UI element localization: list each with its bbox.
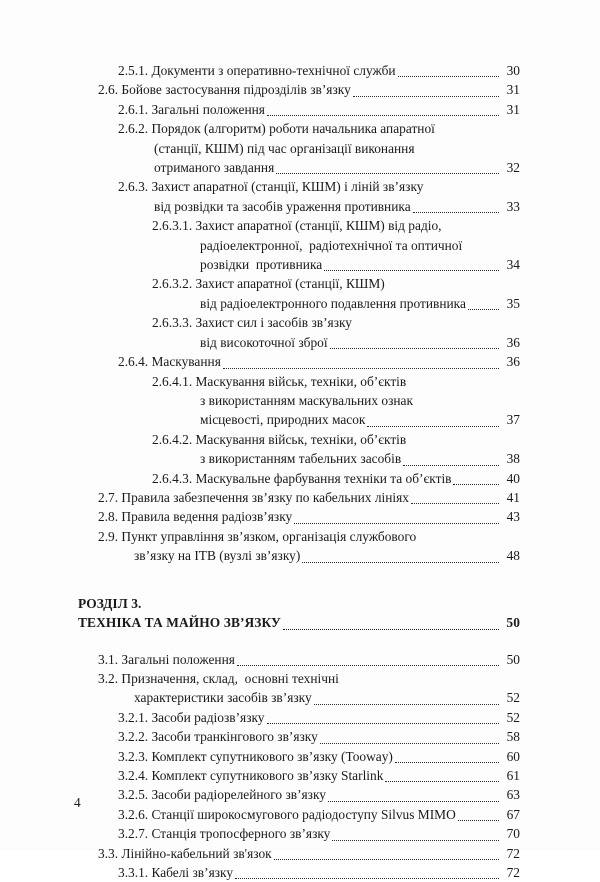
toc-entry[interactable] (118, 61, 520, 80)
toc-entry-continuation[interactable] (154, 158, 520, 177)
dot-leader (353, 95, 499, 97)
toc-entry-title: 2.6.2. Порядок (алгоритм) роботи начальника апаратної (118, 121, 435, 137)
toc-entry[interactable] (98, 527, 520, 546)
dot-leader (235, 877, 499, 879)
toc-entry-page-number: 48 (506, 548, 520, 564)
dot-leader (411, 502, 499, 504)
toc-entry-title: 3.2.4. Комплект супутникового зв’язку Starlink (118, 768, 384, 783)
toc-entry[interactable] (98, 80, 520, 99)
dot-leader (413, 211, 499, 213)
toc-entry-title: 3.2.7. Станція тропосферного зв’язку (118, 826, 331, 842)
toc-entry-title-continued: від високоточної зброї (200, 334, 328, 350)
dot-leader (332, 839, 499, 841)
toc-entry-page-number: 36 (506, 354, 520, 370)
toc-section-chapter3 (78, 650, 520, 882)
toc-entry-page-number: 38 (506, 451, 520, 467)
dot-leader (324, 269, 499, 271)
toc-entry-page-number: 33 (506, 198, 520, 214)
toc-entry-page-number: 58 (506, 729, 520, 745)
dot-leader (395, 761, 499, 763)
toc-entry-title: 2.6.3. Захист апаратної (станції, КШМ) і ліній зв’язку (118, 179, 424, 195)
toc-entry-continuation: радіоелектронної, радіотехнічної та оптичної (200, 237, 463, 253)
toc-entry-title-continued: від радіоелектронного подавлення противника (200, 295, 466, 311)
chapter-page-number: 50 (506, 615, 520, 631)
toc-entry-title-continued: характеристики засобів зв’язку (134, 690, 312, 706)
toc-entry[interactable] (152, 274, 520, 293)
toc-entry-title: 3.2.1. Засоби радіозв’язку (118, 709, 265, 725)
dot-leader (403, 464, 499, 466)
dot-leader (328, 800, 499, 802)
chapter-heading-3 (78, 594, 520, 633)
toc-entry-title: 2.5.1. Документи з оперативно-технічної служби (118, 63, 396, 78)
toc-entry-title-continued: зв’язку на ІТВ (вузлі зв’язку) (134, 548, 301, 564)
toc-entry-page-number: 31 (506, 82, 520, 98)
toc-entry-page-number: 72 (506, 865, 520, 881)
toc-entry[interactable] (98, 507, 520, 526)
toc-entry-page-number: 60 (506, 748, 520, 764)
toc-entry-page-number: 40 (506, 470, 520, 486)
toc-entry-title: 2.6.3.2. Захист апаратної (станції, КШМ) (152, 276, 385, 292)
dot-leader (276, 172, 499, 174)
toc-entry-title: 3.3. Лінійно-кабельний зв'язок (98, 845, 272, 861)
toc-section-chapter2 (78, 61, 520, 566)
toc-entry-page-number: 43 (506, 509, 520, 525)
toc-entry-continuation[interactable] (200, 410, 520, 429)
toc-entry[interactable] (98, 669, 520, 688)
dot-leader (367, 425, 499, 427)
toc-entry-page-number: 34 (506, 257, 520, 273)
dot-leader (237, 664, 499, 666)
dot-leader (458, 819, 499, 821)
dot-leader (468, 308, 499, 310)
toc-entry-title: 2.6. Бойове застосування підрозділів зв’язку (98, 82, 351, 98)
toc-entry-title: 3.2.3. Комплект супутникового зв’язку (Tooway) (118, 748, 393, 764)
toc-entry-page-number: 72 (506, 845, 520, 861)
dot-leader (274, 858, 499, 860)
toc-entry[interactable] (152, 216, 520, 235)
toc-entry-title: 2.6.3.3. Захист сил і засобів зв’язку (152, 315, 352, 331)
toc-entry-continuation[interactable] (134, 688, 520, 707)
toc-entry[interactable] (118, 177, 520, 196)
chapter-title-label: ТЕХНІКА ТА МАЙНО ЗВ’ЯЗКУ (78, 615, 281, 631)
toc-entry-title: 2.9. Пункт управління зв’язком, організація службового (98, 528, 417, 544)
toc-entry-page-number: 67 (506, 806, 520, 822)
toc-entry[interactable] (118, 352, 520, 371)
dot-leader (302, 561, 499, 563)
toc-entry-page-number: 31 (506, 101, 520, 117)
toc-entry[interactable] (118, 863, 520, 882)
toc-entry-title-continued: від розвідки та засобів ураження противника (154, 198, 411, 214)
toc-entry-title: 2.6.4.2. Маскування військ, техніки, об’єктів (152, 431, 407, 447)
toc-entry-continuation[interactable] (200, 294, 520, 313)
chapter-number-label: РОЗДІЛ 3. (78, 595, 142, 611)
toc-entry-title: 2.6.1. Загальні положення (118, 101, 265, 117)
toc-entry-continuation[interactable] (200, 333, 520, 352)
toc-entry[interactable] (118, 100, 520, 119)
toc-entry-title: 3.2.2. Засоби транкінгового зв’язку (118, 729, 318, 745)
dot-leader (283, 628, 499, 630)
toc-entry[interactable] (118, 708, 520, 727)
toc-entry-page-number: 52 (506, 690, 520, 706)
dot-leader (223, 367, 499, 369)
toc-entry-title-continued: отриманого завдання (154, 160, 275, 176)
toc-entry-title: 2.8. Правила ведення радіозв’язку (98, 509, 293, 525)
dot-leader (267, 114, 499, 116)
toc-entry-title: 3.2.6. Станції широкосмугового радіодоступу Silvus MIMO (118, 806, 456, 822)
toc-entry-page-number: 36 (506, 334, 520, 350)
toc-entry-title: 2.6.4.1. Маскування військ, техніки, об’єктів (152, 373, 407, 389)
dot-leader (320, 742, 499, 744)
toc-entry-title-continued: розвідки противника (200, 257, 323, 273)
toc-entry-page-number: 63 (506, 787, 520, 803)
toc-entry-page-number: 61 (506, 768, 520, 783)
toc-entry-page-number: 52 (506, 709, 520, 725)
table-of-contents (78, 61, 520, 882)
toc-entry-title: 3.2. Призначення, склад, основні технічні (98, 670, 339, 686)
dot-leader (398, 75, 499, 77)
toc-entry-page-number: 32 (506, 160, 520, 176)
toc-entry[interactable] (98, 650, 520, 669)
toc-entry[interactable] (152, 313, 520, 332)
toc-entry[interactable] (118, 824, 520, 843)
toc-entry[interactable] (118, 119, 520, 138)
toc-entry[interactable] (118, 727, 520, 746)
toc-entry-title: 3.3.1. Кабелі зв’язку (118, 865, 234, 881)
toc-entry-continuation: з використанням маскувальних ознак (200, 392, 413, 408)
dot-leader (385, 780, 499, 782)
toc-entry[interactable] (98, 844, 520, 863)
toc-entry[interactable] (98, 488, 520, 507)
dot-leader (314, 703, 499, 705)
toc-entry-title: 2.6.4. Маскування (118, 354, 221, 370)
dot-leader (453, 483, 499, 485)
toc-entry-title: 2.6.4.3. Маскувальне фарбування техніки та об’єктів (152, 470, 452, 486)
toc-entry[interactable] (118, 747, 520, 766)
toc-entry-title: 3.1. Загальні положення (98, 651, 235, 667)
dot-leader (267, 722, 500, 724)
toc-entry-page-number: 50 (506, 651, 520, 667)
dot-leader (294, 522, 499, 524)
toc-entry-continuation[interactable] (200, 449, 520, 468)
toc-entry-page-number: 35 (506, 295, 520, 311)
toc-entry-title-continued: з використанням табельних засобів (200, 451, 402, 467)
toc-entry-title: 3.2.5. Засоби радіорелейного зв’язку (118, 787, 326, 803)
toc-entry[interactable] (118, 766, 520, 785)
toc-entry-title: 2.6.3.1. Захист апаратної (станції, КШМ) від радіо, (152, 218, 442, 234)
toc-entry-continuation[interactable] (134, 546, 520, 565)
toc-entry-page-number: 41 (506, 489, 520, 505)
toc-entry-page-number: 70 (506, 826, 520, 842)
toc-entry-continuation[interactable] (200, 255, 520, 274)
toc-entry[interactable] (152, 469, 520, 488)
toc-entry-page-number: 30 (506, 63, 520, 78)
toc-entry-page-number: 37 (506, 412, 520, 428)
toc-entry-continuation: (станції, КШМ) під час організації виконання (154, 140, 415, 156)
toc-entry-title: 2.7. Правила забезпечення зв’язку по кабельних лініях (98, 489, 409, 505)
toc-entry-title-continued: місцевості, природних масок (200, 412, 366, 428)
page-folio-number: 4 (74, 795, 81, 810)
dot-leader (330, 347, 499, 349)
toc-entry[interactable] (152, 372, 520, 391)
chapter-title-entry[interactable] (78, 613, 520, 632)
toc-entry[interactable] (118, 805, 520, 824)
toc-entry-continuation[interactable] (154, 197, 520, 216)
toc-entry[interactable] (152, 430, 520, 449)
toc-entry[interactable] (118, 785, 520, 804)
